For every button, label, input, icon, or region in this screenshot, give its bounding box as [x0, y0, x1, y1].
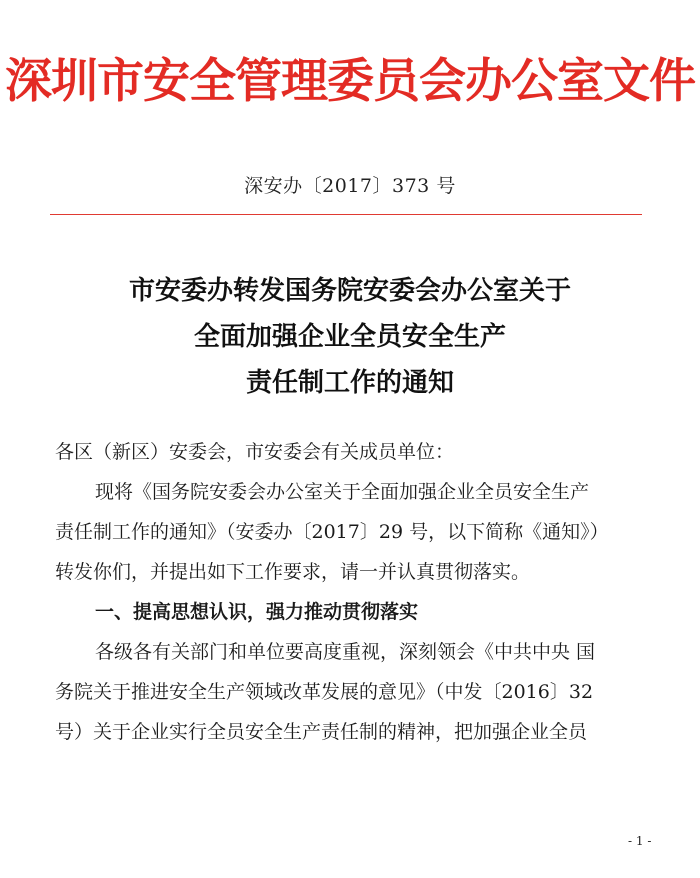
document-body — [55, 432, 655, 752]
notice-title-line: 全面加强企业全员安全生产 — [193, 322, 506, 352]
body-text-line: 号）关于企业实行全员安全生产责任制的精神，把加强企业全员 — [55, 721, 588, 743]
section-heading: 一、提高思想认识，强力推动贯彻落实 — [95, 601, 419, 623]
document-number: 深安办〔2017〕373 号 — [244, 175, 456, 197]
red-divider-line — [50, 214, 642, 215]
page-number: - 1 - — [628, 834, 652, 848]
body-text-line: 现将《国务院安委会办公室关于全面加强企业全员安全生产 — [95, 481, 590, 503]
salutation: 各区（新区）安委会，市安委会有关成员单位： — [55, 441, 455, 463]
notice-title-line: 责任制工作的通知 — [245, 368, 454, 398]
document-header-title: 深圳市安全管理委员会办公室文件 — [5, 54, 695, 109]
body-text-line: 责任制工作的通知》（安委办〔2017〕29 号，以下简称《通知》） — [55, 521, 609, 543]
notice-title — [0, 268, 700, 406]
body-text-line: 务院关于推进安全生产领域改革发展的意见》（中发〔2016〕32 — [55, 681, 594, 703]
body-text-line: 转发你们，并提出如下工作要求，请一并认真贯彻落实。 — [55, 561, 531, 583]
notice-title-line: 市安委办转发国务院安委会办公室关于 — [128, 276, 571, 306]
body-text-line: 各级各有关部门和单位要高度重视，深刻领会《中共中央 国 — [95, 641, 596, 663]
